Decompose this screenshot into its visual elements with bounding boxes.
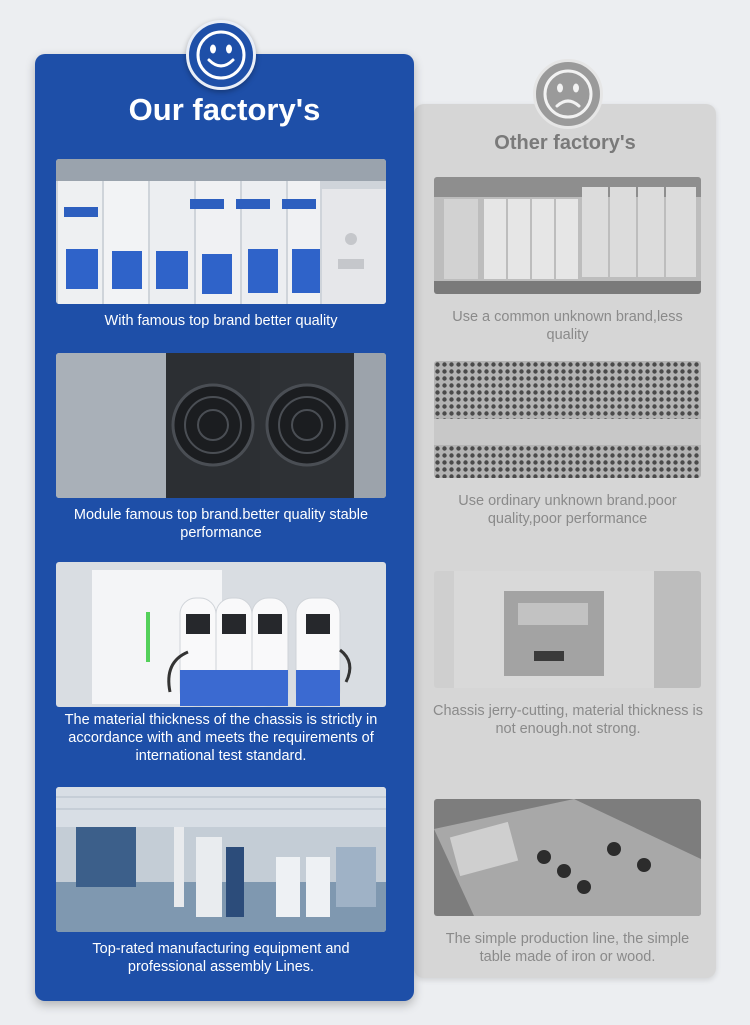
smiley-face-icon [186, 20, 256, 90]
circuit-breakers-photo [56, 159, 386, 304]
generic-breakers-photo [434, 177, 701, 294]
left-caption-2: Module famous top brand.better quality stable performance [73, 507, 369, 541]
right-caption-4: The simple production line, the simple table made of iron or wood. [445, 931, 690, 965]
left-caption-3: The material thickness of the chassis is strictly in accordance with and meets the requirements of international test standard. [64, 712, 378, 764]
left-caption-4: Top-rated manufacturing equipment and professional assembly Lines. [92, 941, 350, 975]
other-factory-title: Other factory's [494, 132, 636, 154]
right-caption-3: Chassis jerry-cutting, material thickness is not enough.not strong. [433, 703, 703, 737]
perforated-panel-photo [434, 361, 701, 478]
left-caption-1: With famous top brand better quality [104, 313, 338, 329]
factory-assembly-line-photo [56, 787, 386, 932]
thin-chassis-photo [434, 571, 701, 688]
sad-face-icon [533, 59, 603, 129]
simple-workbench-photo [434, 799, 701, 916]
our-factory-title: Our factory's [128, 92, 321, 127]
power-module-fans-photo [56, 353, 386, 498]
right-caption-1: Use a common unknown brand,less quality [452, 309, 683, 343]
ev-chargers-render [56, 562, 386, 707]
right-caption-2: Use ordinary unknown brand.poor quality,poor performance [458, 493, 677, 527]
